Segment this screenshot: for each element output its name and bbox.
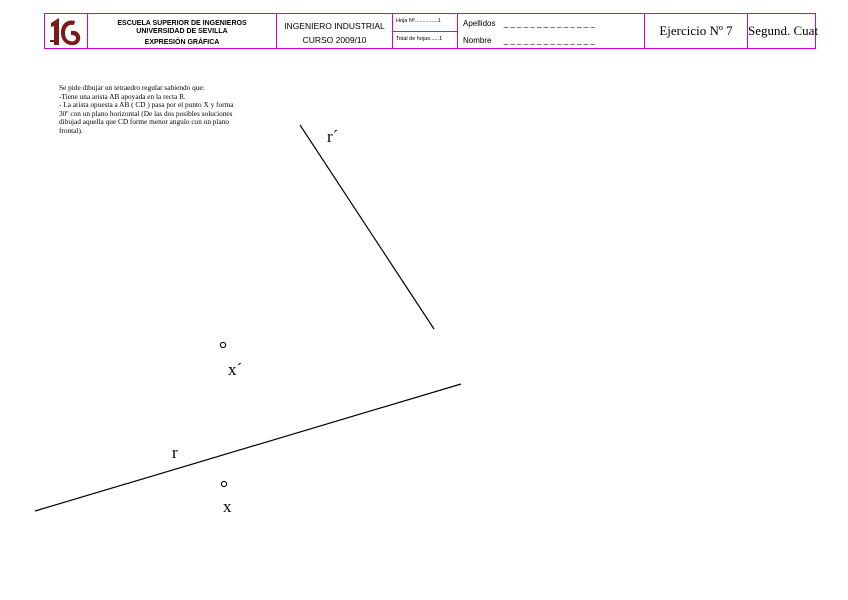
total-sheets: Total de hojas......1 [396, 36, 443, 42]
degree-text: INGENIERO INDUSTRIAL [284, 21, 385, 31]
name-blank: _ _ _ _ _ _ _ _ _ _ _ _ _ _ [503, 36, 595, 45]
university-name: UNIVERSIDAD DE SEVILLA [136, 28, 228, 35]
label-r: r [172, 443, 178, 462]
point-x [221, 481, 226, 486]
statement-line: frontal). [59, 125, 83, 135]
statement-line: dibujad aquella que CD forme menor angulo con un plano [59, 117, 230, 127]
statement-line: -Tiene una arista AB apoyada en la recta R. [59, 91, 186, 101]
point-x-prime [220, 342, 225, 347]
exercise-number: Ejercicio Nº 7 [659, 23, 733, 38]
sheet-number: Hoja Nº...............1 [396, 18, 441, 24]
statement-line: 30º con un plano horizontal (De las dos posibles soluciones [59, 108, 233, 118]
school-name: ESCUELA SUPERIOR DE INGENIEROS [117, 20, 247, 27]
line-r [35, 384, 461, 511]
term-text: Segund. Cuat [748, 23, 819, 38]
label-r-prime: r´ [327, 127, 339, 146]
name-label: Nombre [463, 36, 492, 45]
department-name: EXPRESIÓN GRÁFICA [144, 39, 220, 46]
label-x-prime: x´ [228, 360, 243, 379]
surname-label: Apellidos [463, 19, 496, 28]
label-x: x [223, 497, 232, 516]
line-r-prime [300, 125, 434, 329]
course-text: CURSO 2009/10 [302, 35, 367, 45]
statement-line: Se pide dibujar un tetraedro regular sabiendo que: [59, 83, 205, 92]
surname-blank: _ _ _ _ _ _ _ _ _ _ _ _ _ _ [503, 19, 595, 28]
statement-line: - La arista opuesta a AB ( CD ) pasa por el punto X y forma [59, 100, 234, 110]
